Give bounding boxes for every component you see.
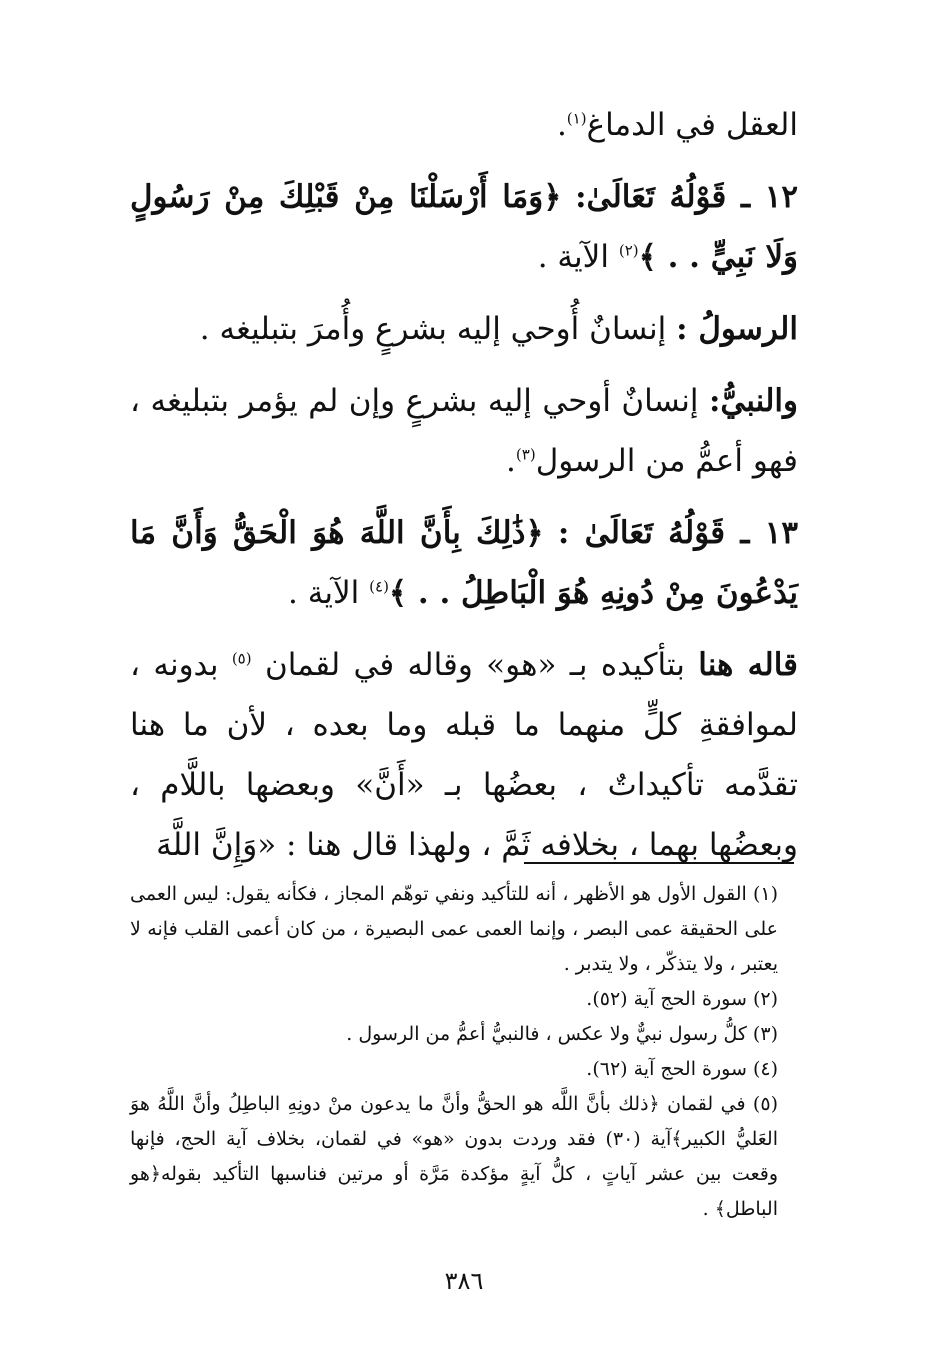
item-12-quran-verse: ﴿وَمَا أَرْسَلْنَا مِنْ قَبْلِكَ مِنْ رَسُولٍ وَلَا نَبِيٍّ . . ﴾ [130, 179, 798, 275]
footnotes [130, 877, 798, 1227]
nabi-term: والنبيُّ: [708, 383, 798, 419]
item-12-label: ١٢ ـ قَوْلُهُ تَعَالَىٰ: [575, 179, 798, 215]
paragraph-nabi-definition [130, 371, 798, 491]
item-13-quran-verse: ﴿ذَٰلِكَ بِأَنَّ اللَّهَ هُوَ الْحَقُّ وَأَنَّ مَا يَدْعُونَ مِنْ دُونِهِ هُوَ الْبَاطِلُ . . ﴾ [130, 515, 798, 611]
paragraph-item-13 [130, 503, 798, 623]
commentary-text-2: بدونه ، لموافقةِ كلٍّ منهما ما قبله وما بعده ، لأن ما هنا تقدَّمه تأكيداتٌ ، بعضُها بـ «أَنَّ» وبعضها باللَّام ، وبعضُها بهما ، بخلافه ثَمَّ ، ولهذا قال هنا : «وَإِنَّ اللَّهَ [130, 647, 798, 863]
nabi-definition: إنسانٌ أوحي إليه بشرعٍ وإن لم يؤمر بتبليغه ، فهو أعمُّ من الرسول [130, 383, 798, 479]
commentary-lead: قاله هنا [698, 647, 799, 683]
footnote-ref-2: (٢) [618, 241, 639, 260]
footnote-1: (١) القول الأول هو الأظهر ، أنه للتأكيد ونفي توهّم المجاز ، فكأنه يقول: ليس العمى على الحقيقة عمى البصر ، وإنما العمى عمى البصيرة ، من كان أعمى القلب فإنه لا يعتبر ، ولا يتذكّر ، ولا يتدبر . [130, 883, 778, 975]
intro-text: العقل في الدماغ [586, 107, 798, 143]
paragraph-item-12 [130, 167, 798, 287]
item-13-label: ١٣ ـ قَوْلُهُ تَعَالَىٰ : [557, 515, 798, 551]
footnote-ref-3: (٣) [515, 445, 536, 464]
page-number: ٣٨٦ [444, 1267, 484, 1295]
rasul-term: الرسولُ : [676, 311, 798, 347]
intro-end: . [556, 107, 567, 143]
commentary-text-1: بتأكيده بـ «هو» وقاله في لقمان [264, 647, 685, 683]
paragraph-intro [130, 95, 798, 155]
rasul-definition: إنسانٌ أُوحي إليه بشرعٍ وأُمرَ بتبليغه . [199, 311, 667, 347]
footnote-4: (٤) سورة الحج آية (٦٢). [586, 1058, 778, 1080]
footnote-ref-5: (٥) [231, 649, 252, 668]
footnote-3: (٣) كلُّ رسول نبيٌّ ولا عكس ، فالنبيُّ أعمُّ من الرسول . [346, 1023, 778, 1045]
footnote-ref-1: (١) [566, 109, 587, 128]
footnote-5: (٥) في لقمان ﴿ذلك بأنَّ اللَّه هو الحقُّ وأنَّ ما يدعون منْ دونِهِ الباطِلُ وأنَّ اللَّهُ هوَ العَليُّ الكبير﴾آية (٣٠) فقد وردت بدون «هو» في لقمان، بخلاف آية الحج، فإنها وقعت بين عشر آياتٍ ، كلُّ آيةٍ مؤكدة مَرَّة أو مرتين فناسبها التأكيد بقوله﴿هو الباطل﴾ . [130, 1093, 778, 1220]
nabi-end: . [506, 443, 516, 479]
item-13-tail: الآية . [288, 575, 360, 611]
book-page [130, 95, 798, 1335]
paragraph-rasul-definition [130, 299, 798, 359]
footnote-divider [524, 862, 794, 864]
footnote-2: (٢) سورة الحج آية (٥٢). [586, 988, 778, 1010]
paragraph-commentary [130, 635, 798, 875]
item-12-tail: الآية . [537, 239, 609, 275]
main-text [130, 95, 798, 875]
footnote-ref-4: (٤) [369, 577, 389, 596]
